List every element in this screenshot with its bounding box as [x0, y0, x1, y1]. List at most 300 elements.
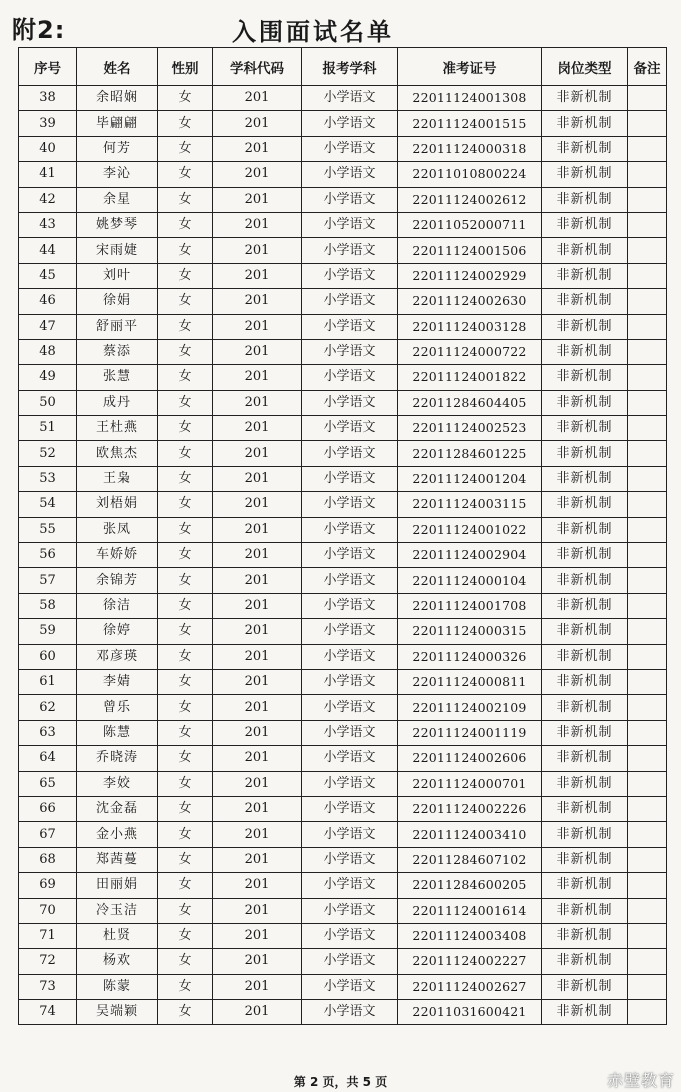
- cell-remarks: [628, 339, 667, 364]
- cell-ticket: 22011124002227: [398, 949, 542, 974]
- cell-name: 余星: [77, 187, 158, 212]
- cell-name: 乔晓涛: [77, 746, 158, 771]
- cell-position-type: 非新机制: [542, 263, 628, 288]
- cell-remarks: [628, 492, 667, 517]
- cell-subject-code: 201: [213, 949, 302, 974]
- cell-subject-code: 201: [213, 441, 302, 466]
- table-row: [19, 923, 667, 948]
- cell-remarks: [628, 796, 667, 821]
- cell-position-type: 非新机制: [542, 695, 628, 720]
- table-row: [19, 543, 667, 568]
- cell-ticket: 22011124002612: [398, 187, 542, 212]
- cell-subject-code: 201: [213, 492, 302, 517]
- table-row: [19, 390, 667, 415]
- cell-subject: 小学语文: [302, 365, 398, 390]
- cell-gender: 女: [158, 923, 213, 948]
- cell-position-type: 非新机制: [542, 212, 628, 237]
- cell-seq: 58: [19, 593, 77, 618]
- cell-subject: 小学语文: [302, 771, 398, 796]
- page-footer: [0, 1073, 681, 1090]
- table-row: [19, 238, 667, 263]
- table-row: [19, 162, 667, 187]
- cell-ticket: 22011124003410: [398, 822, 542, 847]
- cell-seq: 74: [19, 1000, 77, 1025]
- cell-seq: 49: [19, 365, 77, 390]
- table-row: [19, 1000, 667, 1025]
- cell-subject: 小学语文: [302, 695, 398, 720]
- cell-gender: 女: [158, 746, 213, 771]
- cell-ticket: 22011124001708: [398, 593, 542, 618]
- cell-gender: 女: [158, 720, 213, 745]
- cell-seq: 39: [19, 111, 77, 136]
- cell-subject-code: 201: [213, 365, 302, 390]
- cell-remarks: [628, 289, 667, 314]
- interview-list-table: [18, 47, 667, 1025]
- cell-subject-code: 201: [213, 974, 302, 999]
- table-row: [19, 695, 667, 720]
- cell-ticket: 22011124000811: [398, 669, 542, 694]
- cell-ticket: 22011124002627: [398, 974, 542, 999]
- cell-remarks: [628, 923, 667, 948]
- cell-subject: 小学语文: [302, 212, 398, 237]
- cell-name: 徐娟: [77, 289, 158, 314]
- cell-position-type: 非新机制: [542, 492, 628, 517]
- cell-ticket: 22011124001022: [398, 517, 542, 542]
- cell-remarks: [628, 212, 667, 237]
- cell-name: 李姣: [77, 771, 158, 796]
- cell-ticket: 22011124002523: [398, 416, 542, 441]
- cell-subject: 小学语文: [302, 238, 398, 263]
- cell-remarks: [628, 263, 667, 288]
- cell-name: 曾乐: [77, 695, 158, 720]
- cell-subject: 小学语文: [302, 822, 398, 847]
- cell-name: 金小燕: [77, 822, 158, 847]
- table-row: [19, 187, 667, 212]
- cell-position-type: 非新机制: [542, 568, 628, 593]
- cell-gender: 女: [158, 1000, 213, 1025]
- cell-name: 余锦芳: [77, 568, 158, 593]
- cell-subject-code: 201: [213, 212, 302, 237]
- table-row: [19, 974, 667, 999]
- cell-subject: 小学语文: [302, 441, 398, 466]
- cell-subject: 小学语文: [302, 111, 398, 136]
- table-row: [19, 746, 667, 771]
- cell-subject: 小学语文: [302, 187, 398, 212]
- cell-remarks: [628, 416, 667, 441]
- cell-subject-code: 201: [213, 619, 302, 644]
- cell-seq: 57: [19, 568, 77, 593]
- cell-name: 徐婷: [77, 619, 158, 644]
- cell-gender: 女: [158, 568, 213, 593]
- cell-subject: 小学语文: [302, 796, 398, 821]
- cell-ticket: 22011124003115: [398, 492, 542, 517]
- cell-remarks: [628, 1000, 667, 1025]
- cell-subject-code: 201: [213, 187, 302, 212]
- table-row: [19, 822, 667, 847]
- cell-seq: 46: [19, 289, 77, 314]
- cell-position-type: 非新机制: [542, 86, 628, 111]
- cell-subject: 小学语文: [302, 593, 398, 618]
- cell-position-type: 非新机制: [542, 949, 628, 974]
- cell-seq: 61: [19, 669, 77, 694]
- cell-ticket: 22011124002904: [398, 543, 542, 568]
- cell-position-type: 非新机制: [542, 365, 628, 390]
- cell-remarks: [628, 517, 667, 542]
- cell-ticket: 22011124003128: [398, 314, 542, 339]
- cell-subject-code: 201: [213, 644, 302, 669]
- cell-remarks: [628, 619, 667, 644]
- cell-position-type: 非新机制: [542, 669, 628, 694]
- cell-ticket: 22011124001614: [398, 898, 542, 923]
- cell-seq: 56: [19, 543, 77, 568]
- cell-subject: 小学语文: [302, 314, 398, 339]
- cell-gender: 女: [158, 543, 213, 568]
- cell-subject: 小学语文: [302, 898, 398, 923]
- cell-seq: 67: [19, 822, 77, 847]
- cell-remarks: [628, 822, 667, 847]
- table-row: [19, 263, 667, 288]
- cell-ticket: 22011124001515: [398, 111, 542, 136]
- cell-name: 蔡添: [77, 339, 158, 364]
- cell-position-type: 非新机制: [542, 593, 628, 618]
- cell-gender: 女: [158, 898, 213, 923]
- cell-name: 李沁: [77, 162, 158, 187]
- header-remarks: 备注: [628, 48, 667, 86]
- table-row: [19, 492, 667, 517]
- cell-ticket: 22011124002226: [398, 796, 542, 821]
- cell-ticket: 22011124001506: [398, 238, 542, 263]
- cell-position-type: 非新机制: [542, 644, 628, 669]
- cell-subject-code: 201: [213, 822, 302, 847]
- cell-name: 舒丽平: [77, 314, 158, 339]
- cell-subject: 小学语文: [302, 517, 398, 542]
- cell-gender: 女: [158, 644, 213, 669]
- cell-ticket: 22011124000315: [398, 619, 542, 644]
- cell-position-type: 非新机制: [542, 390, 628, 415]
- cell-subject-code: 201: [213, 720, 302, 745]
- cell-subject-code: 201: [213, 771, 302, 796]
- cell-subject: 小学语文: [302, 136, 398, 161]
- cell-subject-code: 201: [213, 466, 302, 491]
- header-gender: 性别: [158, 48, 213, 86]
- cell-name: 陈蒙: [77, 974, 158, 999]
- cell-name: 刘梧娟: [77, 492, 158, 517]
- cell-remarks: [628, 771, 667, 796]
- table-row: [19, 86, 667, 111]
- table-row: [19, 771, 667, 796]
- cell-ticket: 22011284604405: [398, 390, 542, 415]
- cell-ticket: 22011124001822: [398, 365, 542, 390]
- cell-gender: 女: [158, 289, 213, 314]
- cell-position-type: 非新机制: [542, 238, 628, 263]
- cell-subject: 小学语文: [302, 949, 398, 974]
- cell-subject: 小学语文: [302, 568, 398, 593]
- cell-remarks: [628, 974, 667, 999]
- cell-seq: 53: [19, 466, 77, 491]
- table-row: [19, 847, 667, 872]
- cell-remarks: [628, 314, 667, 339]
- cell-position-type: 非新机制: [542, 974, 628, 999]
- table-row: [19, 619, 667, 644]
- cell-subject: 小学语文: [302, 746, 398, 771]
- cell-gender: 女: [158, 111, 213, 136]
- cell-remarks: [628, 441, 667, 466]
- cell-position-type: 非新机制: [542, 543, 628, 568]
- cell-ticket: 22011124002606: [398, 746, 542, 771]
- cell-remarks: [628, 187, 667, 212]
- cell-seq: 68: [19, 847, 77, 872]
- cell-subject: 小学语文: [302, 873, 398, 898]
- cell-gender: 女: [158, 187, 213, 212]
- cell-gender: 女: [158, 974, 213, 999]
- cell-remarks: [628, 568, 667, 593]
- cell-position-type: 非新机制: [542, 111, 628, 136]
- cell-subject-code: 201: [213, 86, 302, 111]
- cell-position-type: 非新机制: [542, 416, 628, 441]
- cell-subject-code: 201: [213, 796, 302, 821]
- cell-name: 郑茜蔓: [77, 847, 158, 872]
- cell-remarks: [628, 847, 667, 872]
- cell-name: 车娇娇: [77, 543, 158, 568]
- cell-remarks: [628, 543, 667, 568]
- attachment-label: 附2:: [12, 16, 66, 44]
- cell-gender: 女: [158, 212, 213, 237]
- table-row: [19, 796, 667, 821]
- table-row: [19, 517, 667, 542]
- cell-seq: 45: [19, 263, 77, 288]
- cell-position-type: 非新机制: [542, 771, 628, 796]
- cell-remarks: [628, 238, 667, 263]
- cell-subject-code: 201: [213, 390, 302, 415]
- table-row: [19, 441, 667, 466]
- cell-remarks: [628, 111, 667, 136]
- table-row: [19, 644, 667, 669]
- cell-seq: 41: [19, 162, 77, 187]
- cell-seq: 59: [19, 619, 77, 644]
- cell-ticket: 22011284600205: [398, 873, 542, 898]
- cell-name: 成丹: [77, 390, 158, 415]
- header-position-type: 岗位类型: [542, 48, 628, 86]
- cell-name: 毕翩翩: [77, 111, 158, 136]
- cell-subject: 小学语文: [302, 669, 398, 694]
- cell-remarks: [628, 669, 667, 694]
- cell-subject: 小学语文: [302, 1000, 398, 1025]
- cell-seq: 69: [19, 873, 77, 898]
- cell-subject: 小学语文: [302, 390, 398, 415]
- cell-ticket: 22011031600421: [398, 1000, 542, 1025]
- cell-seq: 50: [19, 390, 77, 415]
- cell-ticket: 22011124000722: [398, 339, 542, 364]
- cell-name: 李婧: [77, 669, 158, 694]
- cell-name: 杨欢: [77, 949, 158, 974]
- cell-gender: 女: [158, 517, 213, 542]
- cell-gender: 女: [158, 466, 213, 491]
- cell-subject-code: 201: [213, 593, 302, 618]
- cell-subject-code: 201: [213, 746, 302, 771]
- cell-seq: 42: [19, 187, 77, 212]
- cell-remarks: [628, 466, 667, 491]
- cell-gender: 女: [158, 796, 213, 821]
- cell-ticket: 22011052000711: [398, 212, 542, 237]
- cell-position-type: 非新机制: [542, 136, 628, 161]
- cell-position-type: 非新机制: [542, 466, 628, 491]
- cell-subject-code: 201: [213, 898, 302, 923]
- cell-seq: 60: [19, 644, 77, 669]
- cell-seq: 64: [19, 746, 77, 771]
- header-seq: 序号: [19, 48, 77, 86]
- cell-seq: 51: [19, 416, 77, 441]
- cell-subject: 小学语文: [302, 416, 398, 441]
- cell-gender: 女: [158, 669, 213, 694]
- table-row: [19, 873, 667, 898]
- cell-name: 冷玉洁: [77, 898, 158, 923]
- cell-ticket: 22011124000326: [398, 644, 542, 669]
- cell-seq: 66: [19, 796, 77, 821]
- cell-position-type: 非新机制: [542, 720, 628, 745]
- header-subject: 报考学科: [302, 48, 398, 86]
- cell-name: 宋雨婕: [77, 238, 158, 263]
- cell-name: 欧焦杰: [77, 441, 158, 466]
- table-row: [19, 949, 667, 974]
- table-row: [19, 568, 667, 593]
- cell-seq: 47: [19, 314, 77, 339]
- cell-position-type: 非新机制: [542, 796, 628, 821]
- cell-subject-code: 201: [213, 416, 302, 441]
- cell-remarks: [628, 949, 667, 974]
- cell-name: 田丽娟: [77, 873, 158, 898]
- cell-subject: 小学语文: [302, 644, 398, 669]
- cell-gender: 女: [158, 873, 213, 898]
- cell-remarks: [628, 593, 667, 618]
- cell-ticket: 22011010800224: [398, 162, 542, 187]
- cell-subject-code: 201: [213, 162, 302, 187]
- cell-position-type: 非新机制: [542, 746, 628, 771]
- table-row: [19, 593, 667, 618]
- cell-subject-code: 201: [213, 847, 302, 872]
- cell-seq: 43: [19, 212, 77, 237]
- cell-gender: 女: [158, 416, 213, 441]
- cell-seq: 73: [19, 974, 77, 999]
- table-row: [19, 720, 667, 745]
- cell-seq: 63: [19, 720, 77, 745]
- cell-ticket: 22011284607102: [398, 847, 542, 872]
- cell-subject: 小学语文: [302, 466, 398, 491]
- header-name: 姓名: [77, 48, 158, 86]
- cell-subject-code: 201: [213, 923, 302, 948]
- cell-ticket: 22011124000318: [398, 136, 542, 161]
- cell-seq: 71: [19, 923, 77, 948]
- cell-subject-code: 201: [213, 289, 302, 314]
- cell-name: 张慧: [77, 365, 158, 390]
- watermark: 赤壁教育: [606, 1071, 675, 1090]
- cell-gender: 女: [158, 949, 213, 974]
- cell-subject-code: 201: [213, 1000, 302, 1025]
- page-number: 第 2 页，共 5 页: [293, 1075, 388, 1089]
- table-row: [19, 111, 667, 136]
- cell-gender: 女: [158, 847, 213, 872]
- cell-subject: 小学语文: [302, 263, 398, 288]
- cell-gender: 女: [158, 263, 213, 288]
- cell-name: 邓彦瑛: [77, 644, 158, 669]
- cell-subject: 小学语文: [302, 974, 398, 999]
- cell-ticket: 22011124002929: [398, 263, 542, 288]
- cell-gender: 女: [158, 492, 213, 517]
- cell-subject-code: 201: [213, 543, 302, 568]
- table-row: [19, 339, 667, 364]
- cell-position-type: 非新机制: [542, 923, 628, 948]
- table-header-row: [19, 48, 667, 86]
- cell-position-type: 非新机制: [542, 898, 628, 923]
- cell-ticket: 22011284601225: [398, 441, 542, 466]
- cell-gender: 女: [158, 771, 213, 796]
- table-row: [19, 136, 667, 161]
- table-body: [19, 86, 667, 1025]
- cell-position-type: 非新机制: [542, 339, 628, 364]
- cell-subject-code: 201: [213, 873, 302, 898]
- table-row: [19, 466, 667, 491]
- cell-position-type: 非新机制: [542, 162, 628, 187]
- cell-name: 吴端颖: [77, 1000, 158, 1025]
- cell-subject-code: 201: [213, 669, 302, 694]
- cell-subject: 小学语文: [302, 619, 398, 644]
- table-row: [19, 365, 667, 390]
- table-row: [19, 669, 667, 694]
- cell-seq: 52: [19, 441, 77, 466]
- cell-name: 沈金磊: [77, 796, 158, 821]
- cell-seq: 62: [19, 695, 77, 720]
- cell-subject-code: 201: [213, 136, 302, 161]
- cell-subject: 小学语文: [302, 543, 398, 568]
- cell-position-type: 非新机制: [542, 619, 628, 644]
- table-row: [19, 212, 667, 237]
- cell-subject-code: 201: [213, 111, 302, 136]
- cell-ticket: 22011124000701: [398, 771, 542, 796]
- cell-name: 王杜燕: [77, 416, 158, 441]
- cell-remarks: [628, 136, 667, 161]
- cell-subject: 小学语文: [302, 289, 398, 314]
- cell-seq: 48: [19, 339, 77, 364]
- cell-seq: 65: [19, 771, 77, 796]
- cell-gender: 女: [158, 695, 213, 720]
- cell-gender: 女: [158, 339, 213, 364]
- cell-gender: 女: [158, 822, 213, 847]
- cell-seq: 38: [19, 86, 77, 111]
- cell-seq: 55: [19, 517, 77, 542]
- cell-seq: 44: [19, 238, 77, 263]
- cell-position-type: 非新机制: [542, 1000, 628, 1025]
- cell-ticket: 22011124002630: [398, 289, 542, 314]
- table-row: [19, 289, 667, 314]
- cell-name: 杜贤: [77, 923, 158, 948]
- cell-ticket: 22011124003408: [398, 923, 542, 948]
- cell-position-type: 非新机制: [542, 187, 628, 212]
- cell-seq: 70: [19, 898, 77, 923]
- cell-name: 陈慧: [77, 720, 158, 745]
- cell-remarks: [628, 390, 667, 415]
- cell-remarks: [628, 720, 667, 745]
- cell-subject: 小学语文: [302, 923, 398, 948]
- cell-name: 徐洁: [77, 593, 158, 618]
- cell-name: 王枭: [77, 466, 158, 491]
- cell-position-type: 非新机制: [542, 314, 628, 339]
- cell-subject-code: 201: [213, 339, 302, 364]
- cell-gender: 女: [158, 86, 213, 111]
- table-row: [19, 314, 667, 339]
- cell-seq: 54: [19, 492, 77, 517]
- cell-ticket: 22011124000104: [398, 568, 542, 593]
- cell-name: 姚梦琴: [77, 212, 158, 237]
- table-row: [19, 416, 667, 441]
